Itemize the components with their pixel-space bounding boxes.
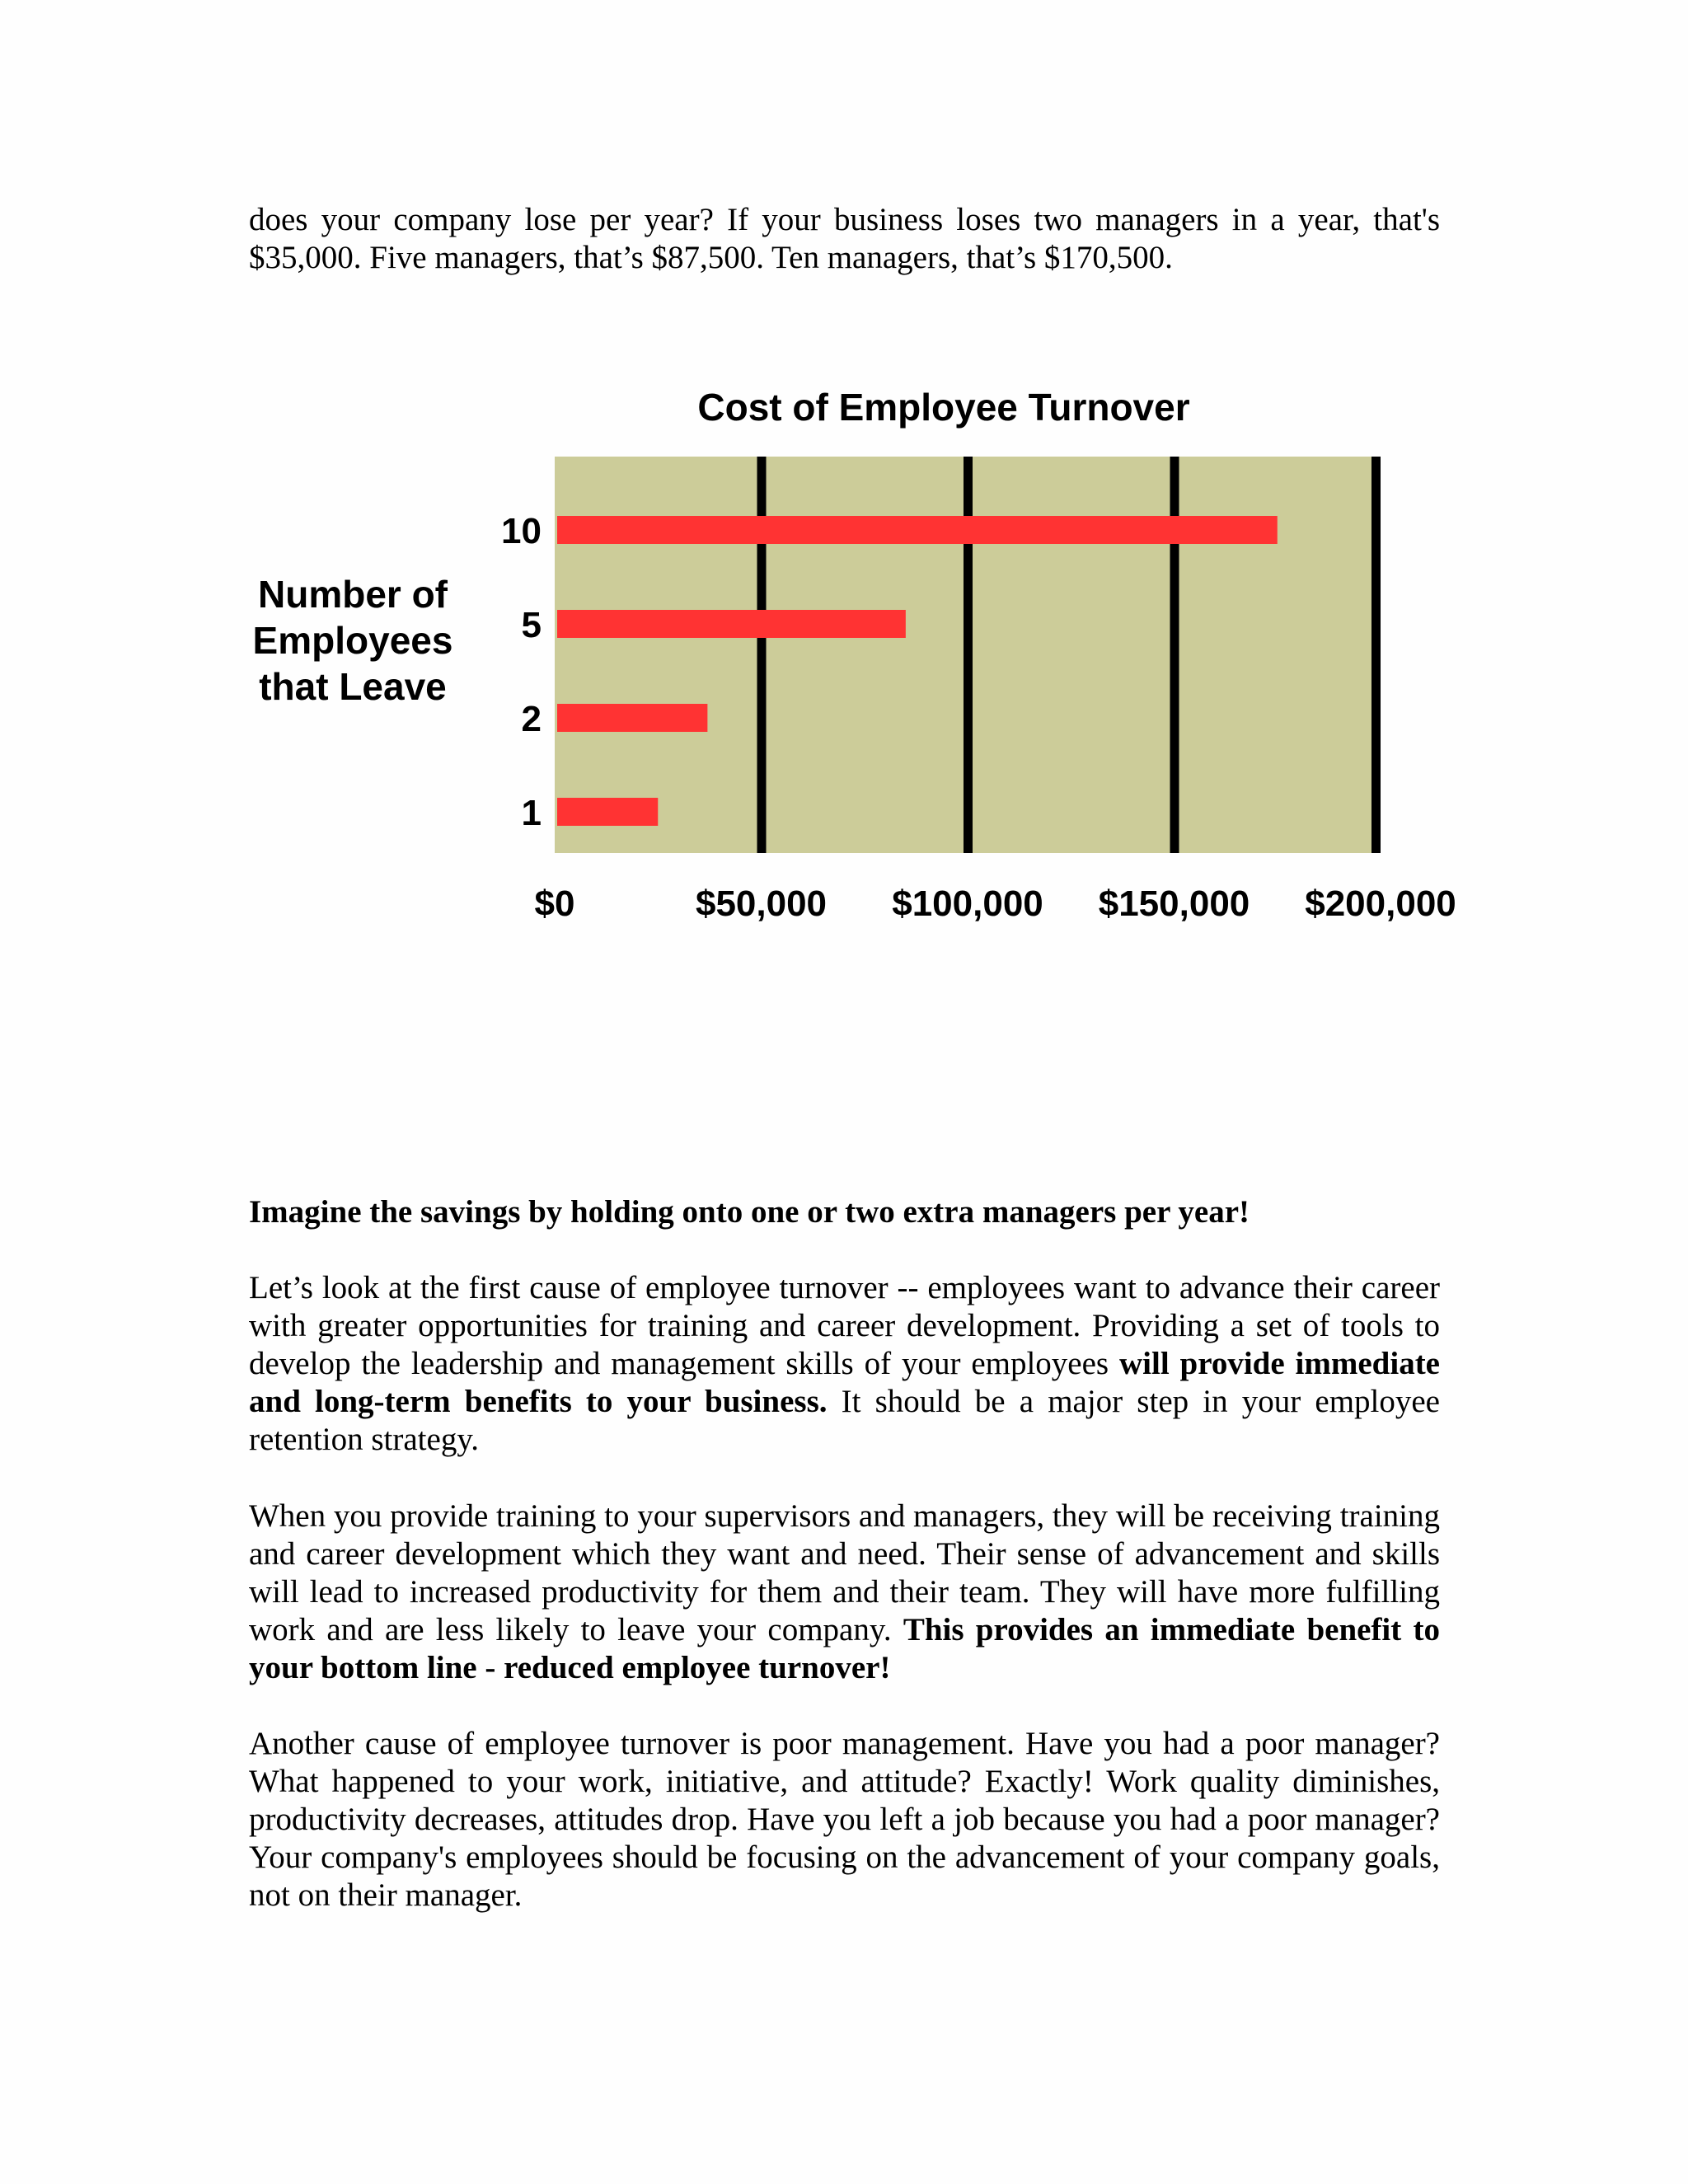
x-tick-label-1: $50,000: [695, 883, 828, 924]
paragraph-training: [249, 1269, 1440, 1459]
gridline-4: [1372, 457, 1381, 853]
paragraph-supervisors-bold: This provides an immediate benefit to your bottom line - reduced employee turnover!: [249, 1612, 1440, 1685]
paragraph-training-bold: will provide immediate and long-term benefits to your business.: [249, 1346, 1440, 1419]
x-tick-label-0: $0: [534, 883, 575, 924]
intro-paragraph: does your company lose per year? If your business loses two managers in a year, that's $35,000. Five managers, that’s $87,500. Ten managers, that’s $170,500.: [249, 202, 1440, 275]
y-category-label-10: 10: [501, 511, 542, 551]
y-axis-label-line-2: Employees: [252, 619, 453, 662]
savings-heading: Imagine the savings by holding onto one or two extra managers per year!: [249, 1194, 1250, 1230]
paragraph-supervisors: [249, 1497, 1440, 1687]
y-axis-label-line-3: that Leave: [259, 665, 447, 708]
x-tick-label-3: $150,000: [1098, 883, 1250, 924]
x-tick-label-2: $100,000: [892, 883, 1043, 924]
paragraph-training-text-2: It should be a major step in your employee retention strategy.: [249, 1384, 1440, 1457]
turnover-bar-chart: [231, 371, 1467, 948]
chart-title: Cost of Employee Turnover: [697, 386, 1190, 429]
bar-10: [557, 516, 1278, 544]
paragraph-training-text-1: Let’s look at the first cause of employee turnover -- employees want to advance their career with greater opportunities for training and career development. Providing a set of tools to develop the leadership and management skills of your employees: [249, 1270, 1440, 1381]
y-category-label-5: 5: [521, 605, 542, 645]
y-category-label-1: 1: [521, 793, 542, 833]
x-tick-label-4: $200,000: [1305, 883, 1456, 924]
paragraph-poor-management: Another cause of employee turnover is poor management. Have you had a poor manager? What happened to your work, initiative, and attitude? Exactly! Work quality diminishes, productivity decreases, attitudes drop. Have you left a job because you had a poor manager? Your company's employees should be focusing on the advancement of your company goals, not on their manager.: [249, 1726, 1440, 1913]
bar-2: [557, 704, 707, 732]
y-category-label-2: 2: [521, 699, 542, 739]
bar-1: [557, 798, 658, 826]
y-axis-label-line-1: Number of: [258, 573, 448, 616]
bar-5: [557, 610, 906, 638]
paragraph-supervisors-text: When you provide training to your supervisors and managers, they will be receiving training and career development which they want and need. Their sense of advancement and skills will lead to increased productivity for them and their team. They will have more fulfilling work and are less likely to leave your company.: [249, 1498, 1440, 1647]
